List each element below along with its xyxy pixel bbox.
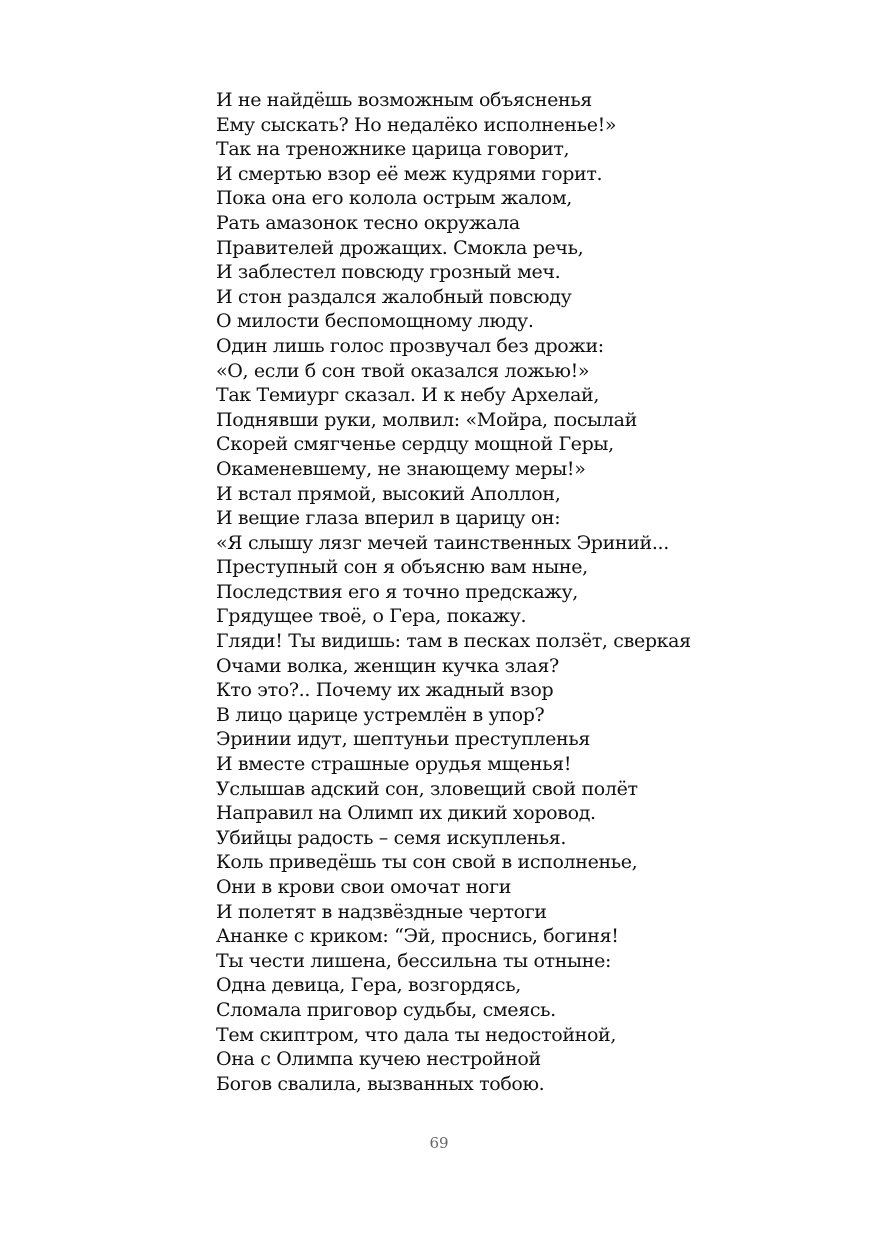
poem-line: Кто это?.. Почему их жадный взор — [216, 679, 554, 702]
poem-line: И полетят в надзвёздные чертоги — [216, 900, 547, 923]
poem-line: Грядущее твоё, о Гера, покажу. — [216, 605, 527, 628]
poem-line: И не найдёшь возможным объясненья — [216, 89, 592, 111]
poem-line: Правителей дрожащих. Смокла речь, — [216, 236, 584, 259]
poem-line: И заблестел повсюду грозный меч. — [216, 261, 561, 284]
poem-line: Очами волка, женщин кучка злая? — [216, 654, 559, 677]
poem-line: Ананке с криком: “Эй, проснись, богиня! — [216, 925, 619, 948]
poem-line: Эринии идут, шептуньи преступленья — [216, 728, 590, 751]
poem-line: И вещие глаза вперил в царицу он: — [216, 507, 561, 530]
poem-line: Они в крови свои омочат ноги — [216, 876, 512, 898]
poem-line: Одна девица, Гера, возгордясь, — [216, 974, 521, 997]
poem-line: Последствия его я точно предскажу, — [216, 580, 578, 603]
poem-line: Окаменевшему, не знающему меры!» — [216, 457, 586, 480]
poem-line: Коль приведёшь ты сон свой в исполненье, — [216, 851, 638, 874]
poem-line: Богов свалила, вызванных тобою. — [216, 1072, 545, 1095]
poem-line: И встал прямой, высокий Аполлон, — [216, 482, 561, 505]
poem-text — [216, 88, 856, 1096]
poem-line: Поднявши руки, молвил: «Мойра, посылай — [216, 408, 637, 431]
poem-line: Сломала приговор судьбы, смеясь. — [216, 998, 556, 1021]
poem-line: Тем скиптром, что дала ты недостойной, — [216, 1023, 617, 1046]
poem-line: О милости беспомощному люду. — [216, 310, 534, 333]
poem-line: Скорей смягченье сердцу мощной Геры, — [216, 433, 614, 456]
poem-line: Услышав адский сон, зловещий свой полёт — [216, 777, 638, 800]
poem-line: Рать амазонок тесно окружала — [216, 211, 520, 234]
poem-line: И стон раздался жалобный повсюду — [216, 285, 572, 308]
poem-line: В лицо царице устремлён в упор? — [216, 703, 545, 726]
poem-line: Ему сыскать? Но недалёко исполненье!» — [216, 113, 617, 136]
poem-line: Преступный сон я объясню вам ныне, — [216, 556, 588, 579]
poem-line: Пока она его колола острым жалом, — [216, 187, 572, 210]
poem-line: Гляди! Ты видишь: там в песках ползёт, сверкая — [216, 630, 691, 653]
poem-line: Ты чести лишена, бессильна ты отныне: — [216, 949, 612, 972]
poem-line: Направил на Олимп их дикий хоровод. — [216, 802, 596, 825]
poem-line: Она с Олимпа кучею нестройной — [216, 1048, 541, 1071]
poem-line: И вместе страшные орудья мщенья! — [216, 753, 572, 776]
poem-line: «Я слышу лязг мечей таинственных Эриний... — [216, 531, 669, 554]
poem-line: «О, если б сон твой оказался ложью!» — [216, 359, 590, 382]
poem-line: Так Темиург сказал. И к небу Архелай, — [216, 384, 600, 407]
poem-line: Один лишь голос прозвучал без дрожи: — [216, 334, 604, 357]
poem-line: Убийцы радость – семя искупленья. — [216, 826, 567, 849]
page-number: 69 — [429, 1134, 449, 1152]
poem-line: И смертью взор её меж кудрями горит. — [216, 162, 603, 185]
poem-line: Так на треножнике царица говорит, — [216, 138, 570, 161]
